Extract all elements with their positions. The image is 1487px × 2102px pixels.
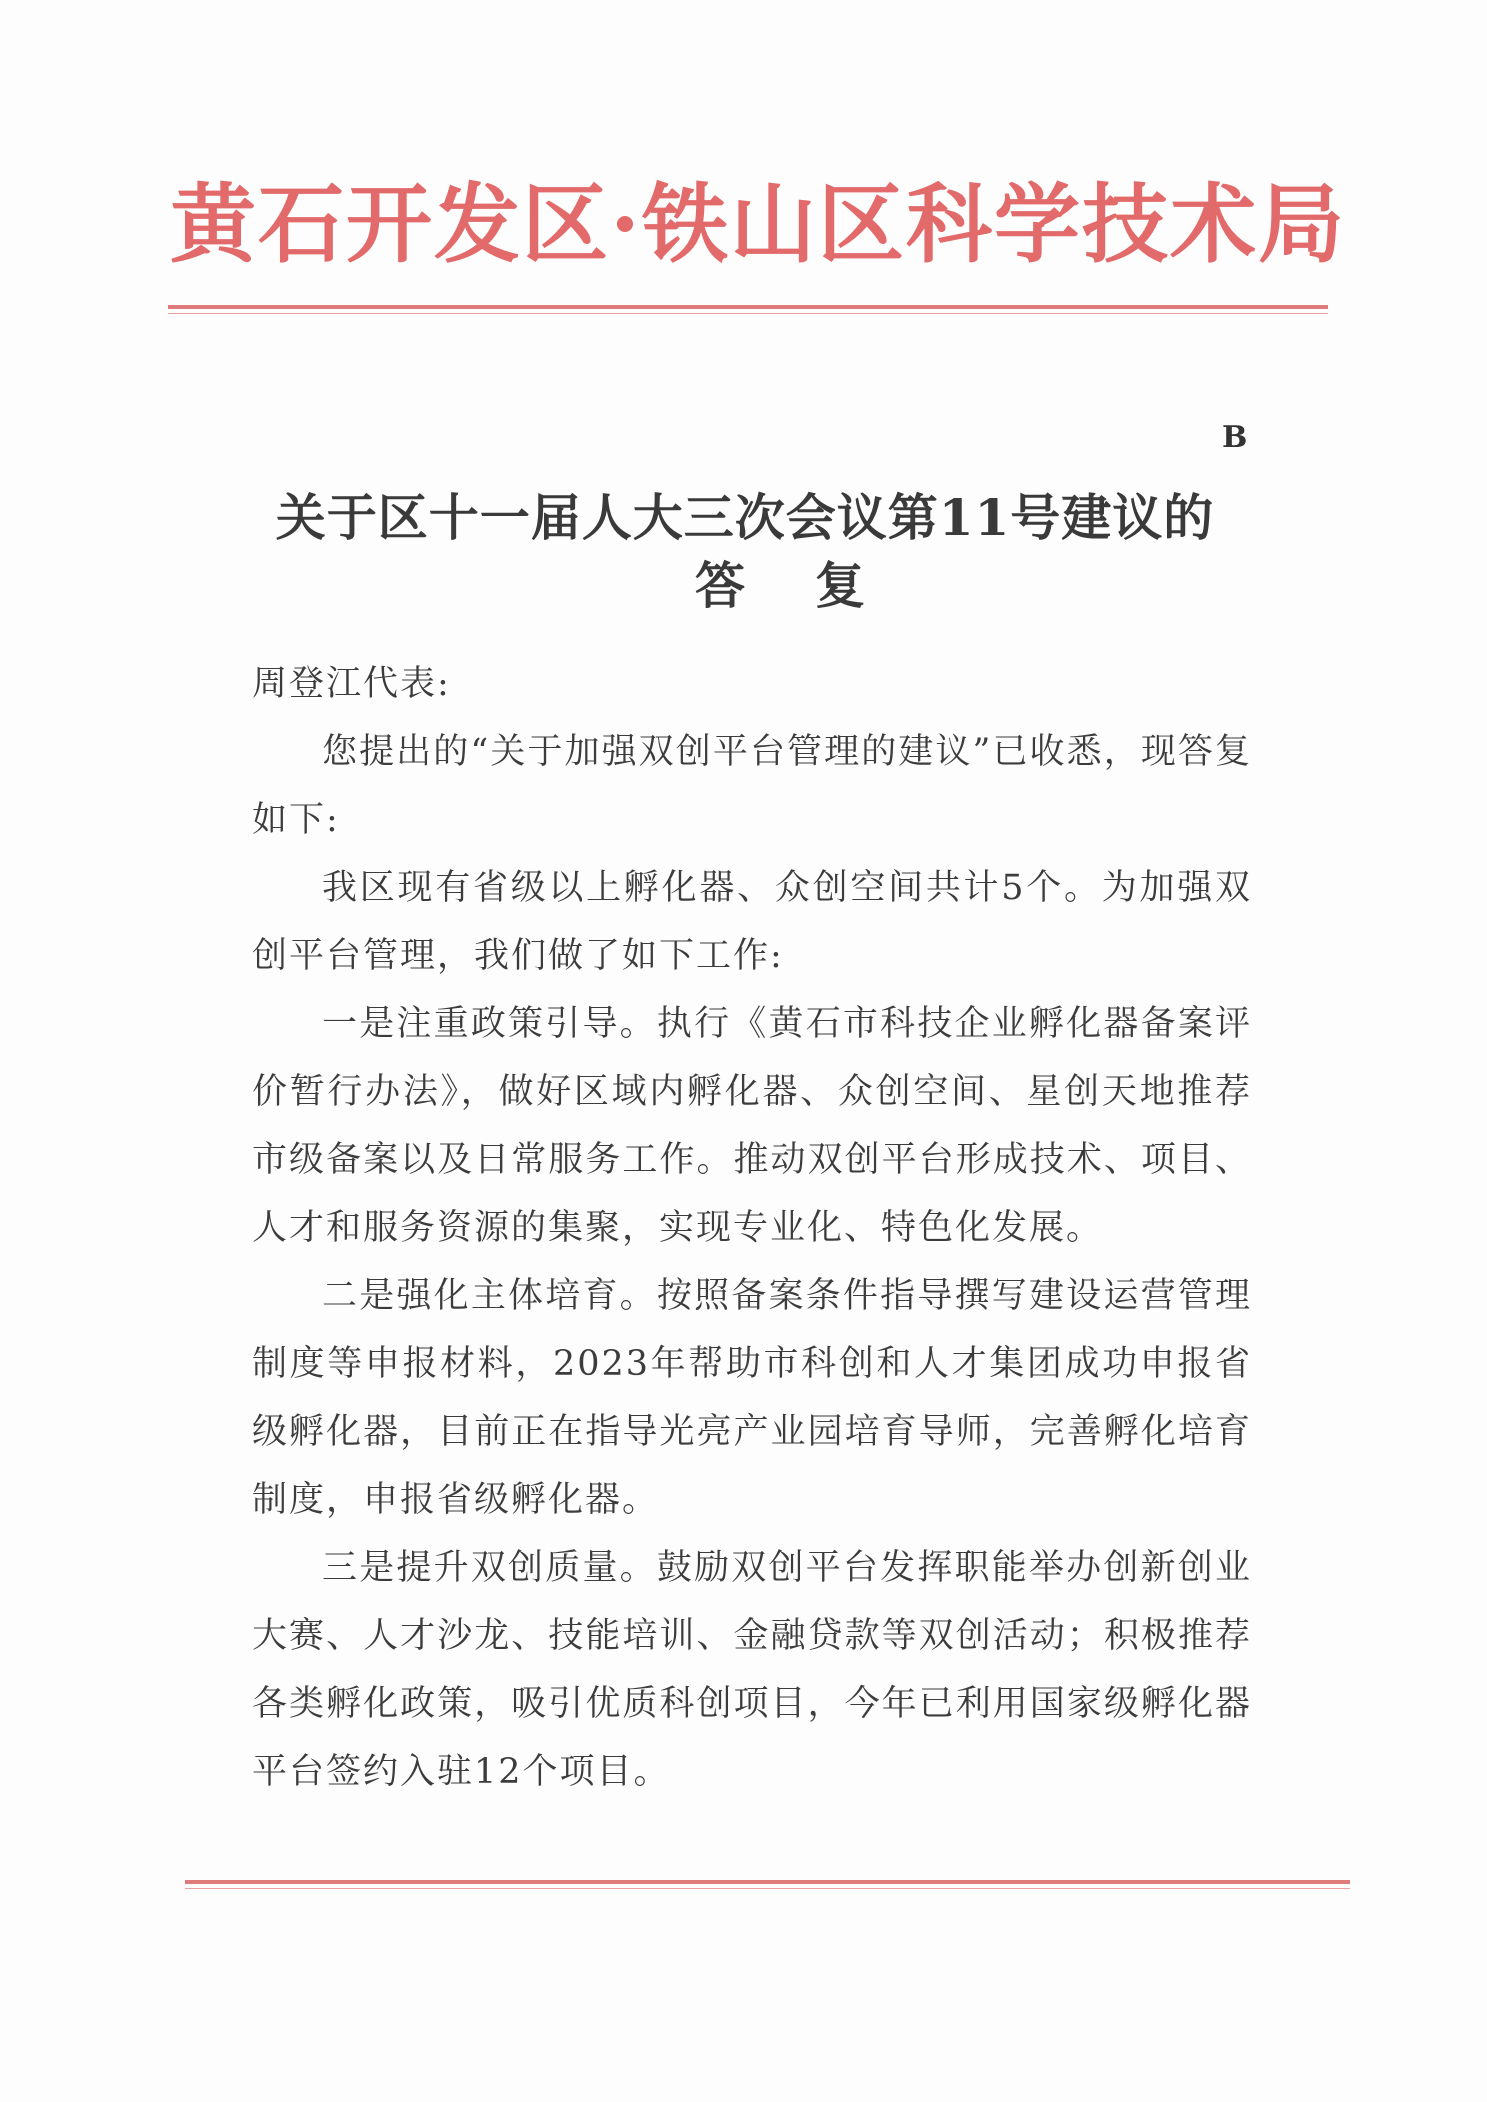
footer-divider-thick-line <box>185 1880 1350 1884</box>
divider-thick-line <box>168 305 1328 309</box>
paragraph-2: 我区现有省级以上孵化器、众创空间共计5个。为加强双创平台管理，我们做了如下工作: <box>252 868 1252 976</box>
footer-divider <box>185 1880 1350 1889</box>
paragraph-1: 您提出的“关于加强双创平台管理的建议”已收悉，现答复如下: <box>252 732 1252 840</box>
document-body <box>252 650 1252 1806</box>
document-title-line-1: 关于区十一届人大三次会议第11号建议的 <box>275 488 1215 547</box>
footer-divider-thin-line <box>185 1888 1350 1889</box>
grade-mark: B <box>1222 420 1248 455</box>
paragraph-3: 一是注重政策引导。执行《黄石市科技企业孵化器备案评价暂行办法》，做好区域内孵化器、众创空间、星创天地推荐市级备案以及日常服务工作。推动双创平台形成技术、项目、人才和服务资源的集聚，实现专业化、特色化发展。 <box>252 1004 1252 1248</box>
divider-thin-line <box>168 313 1328 314</box>
document-title-line-2: 答复 <box>695 556 935 615</box>
paragraph-5: 三是提升双创质量。鼓励双创平台发挥职能举办创新创业大赛、人才沙龙、技能培训、金融贷款等双创活动；积极推荐各类孵化政策，吸引优质科创项目，今年已利用国家级孵化器平台签约入驻12个项目。 <box>252 1548 1252 1792</box>
paragraph-4: 二是强化主体培育。按照备案条件指导撰写建设运营管理制度等申报材料，2023年帮助市科创和人才集团成功申报省级孵化器，目前正在指导光亮产业园培育导师，完善孵化培育制度，申报省级孵化器。 <box>252 1276 1252 1520</box>
salutation: 周登江代表: <box>252 664 451 704</box>
masthead-divider <box>168 305 1328 314</box>
masthead-title: 黄石开发区·铁山区科学技术局 <box>170 174 1346 275</box>
